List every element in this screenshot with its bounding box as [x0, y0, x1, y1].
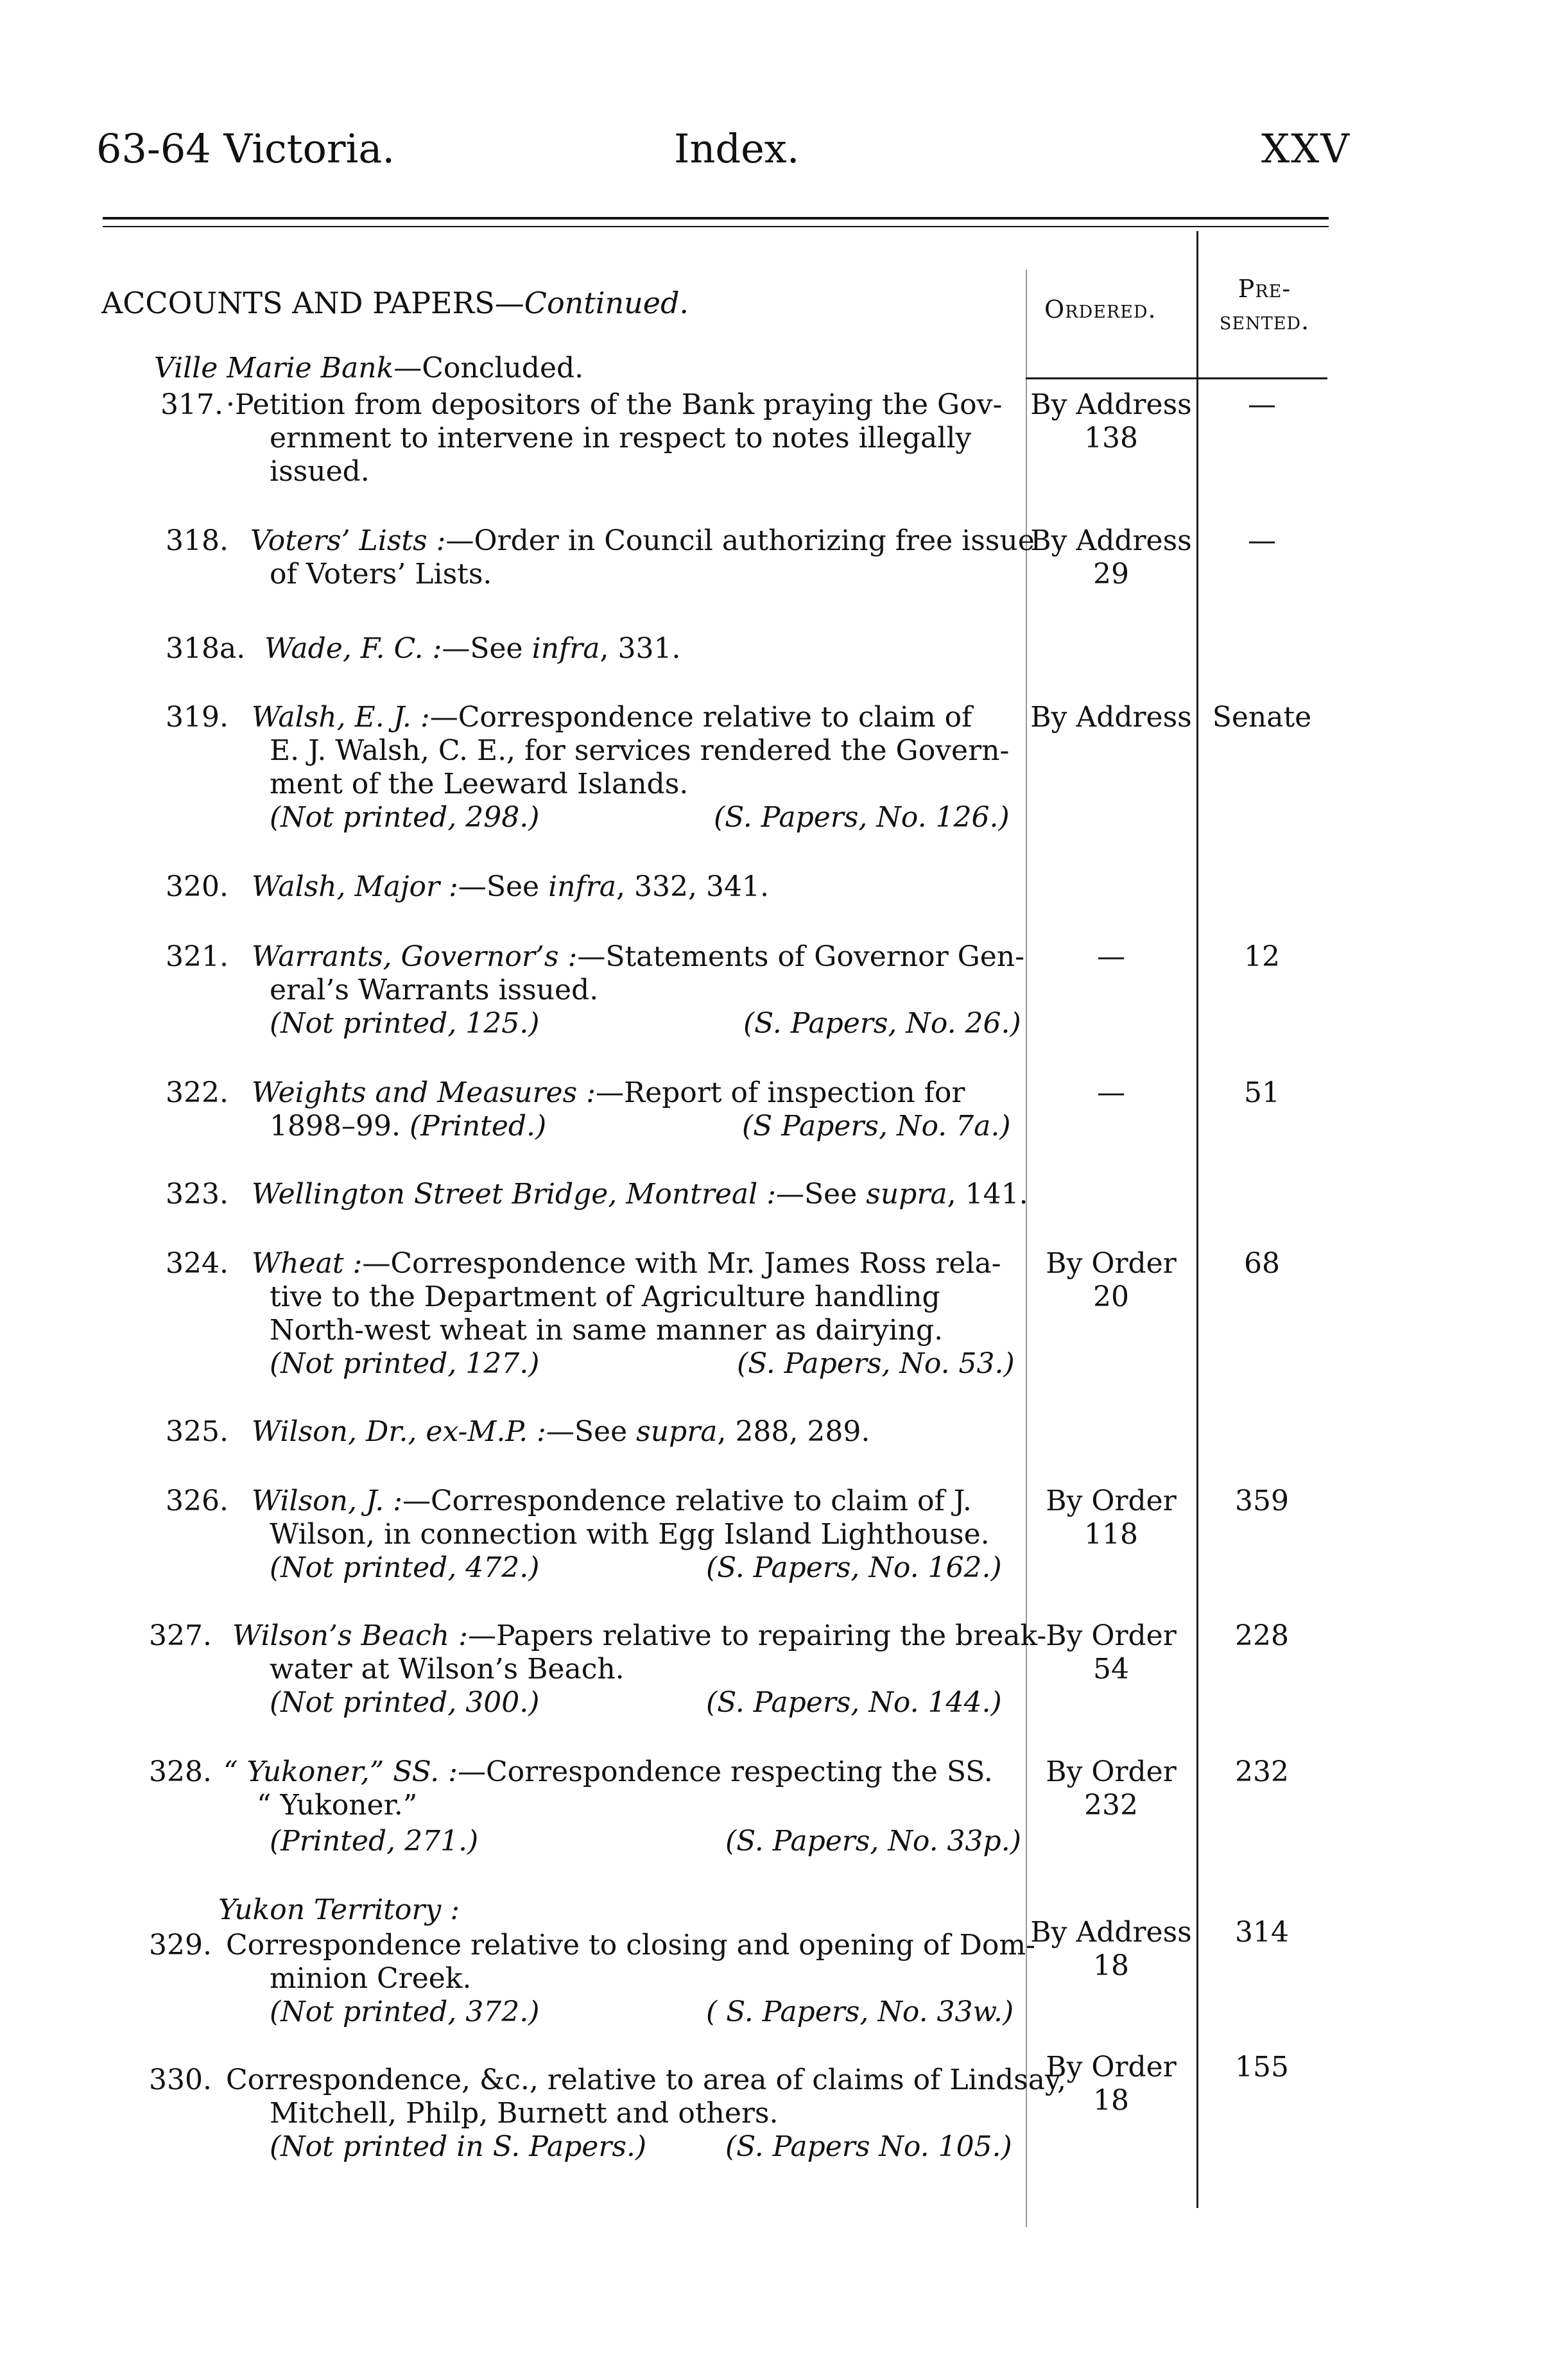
ordered-value: By Address	[1030, 388, 1192, 421]
header-index: Index.	[674, 125, 800, 172]
entry-note-printed: (Not printed, 125.)	[270, 1007, 540, 1040]
entry-line: North-west wheat in same manner as dairying.	[270, 1314, 944, 1347]
entry-note-printed: (Not printed in S. Papers.)	[270, 2130, 647, 2163]
presented-value: 155	[1235, 2051, 1289, 2083]
entry-note-papers: (S. Papers, No. 33p.)	[725, 1825, 1021, 1858]
presented-value: 12	[1244, 940, 1280, 973]
ordered-number: 54	[1093, 1653, 1129, 1686]
entry-line: “ Yukoner.”	[257, 1789, 418, 1822]
entry-note-papers: (S. Papers, No. 144.)	[706, 1686, 1002, 1719]
ordered-value: By Order	[1046, 1485, 1177, 1517]
presented-value: —	[1248, 524, 1276, 557]
entry-number: 318.	[166, 524, 229, 557]
presented-value: 232	[1235, 1755, 1289, 1788]
subhead-ville-marie: Ville Marie Bank—Concluded.	[154, 352, 584, 384]
entry-line: ·Petition from depositors of the Bank praying the Gov-	[226, 388, 1003, 421]
subhead-yukon: Yukon Territory :	[218, 1893, 460, 1926]
header-rule-bottom	[103, 226, 1329, 227]
entry-text: Wilson, Dr., ex-M.P. :—See supra, 288, 289.	[252, 1415, 870, 1448]
presented-value: Senate	[1212, 701, 1312, 734]
ordered-value: By Order	[1046, 2051, 1177, 2083]
entry-note-printed: (Not printed, 472.)	[270, 1551, 540, 1584]
entry-line: Correspondence relative to closing and opening of Dom-	[226, 1929, 1036, 1962]
ordered-value: By Order	[1046, 1619, 1177, 1652]
ordered-value: By Address	[1030, 701, 1192, 734]
entry-note-papers: (S. Papers, No. 126.)	[714, 801, 1010, 834]
entry-note-papers: ( S. Papers, No. 33w.)	[706, 1996, 1014, 2028]
entry-note-papers: (S. Papers No. 105.)	[725, 2130, 1012, 2163]
entry-note-printed: (Not printed, 372.)	[270, 1996, 540, 2028]
entry-number: 328.	[149, 1755, 212, 1788]
entry-number: 323.	[166, 1178, 229, 1211]
entry-number: 320.	[166, 870, 229, 903]
ordered-number: 29	[1093, 558, 1129, 591]
presented-value: 359	[1235, 1485, 1289, 1517]
entry-number: 329.	[149, 1929, 212, 1962]
header-rule-top	[103, 217, 1329, 220]
ordered-value: By Order	[1046, 1247, 1177, 1280]
presented-value: —	[1248, 388, 1276, 421]
entry-line: minion Creek.	[270, 1962, 472, 1995]
header-volume: 63-64 Victoria.	[96, 125, 395, 172]
entry-text: Wellington Street Bridge, Montreal :—See supra, 141.	[252, 1178, 1028, 1211]
presented-value: 51	[1244, 1076, 1280, 1109]
ordered-number: 18	[1093, 1949, 1129, 1982]
entry-note-papers: (S Papers, No. 7a.)	[742, 1110, 1011, 1143]
presented-value: 68	[1244, 1247, 1280, 1280]
entry-note-printed: (Printed, 271.)	[270, 1825, 479, 1858]
ordered-number: 138	[1084, 422, 1138, 454]
entry-note-papers: (S. Papers, No. 162.)	[706, 1551, 1002, 1584]
entry-text: Voters’ Lists :—Order in Council authorizing free issue	[250, 524, 1035, 557]
entry-line: ernment to intervene in respect to notes illegally	[270, 422, 972, 454]
ordered-number: 232	[1084, 1789, 1138, 1822]
column-head-rule	[1026, 377, 1327, 379]
entry-line: eral’s Warrants issued.	[270, 974, 599, 1006]
entry-number: 324.	[166, 1247, 229, 1280]
entry-note-papers: (S. Papers, No. 26.)	[743, 1007, 1021, 1040]
ordered-value: By Address	[1030, 1916, 1192, 1949]
entry-note-printed: (Not printed, 127.)	[270, 1347, 540, 1380]
entry-text: Walsh, Major :—See infra, 332, 341.	[252, 870, 769, 903]
entry-number: 326.	[166, 1485, 229, 1517]
entry-number: 317.	[160, 388, 223, 421]
entry-note-papers: (S. Papers, No. 53.)	[737, 1347, 1015, 1380]
entry-number: 327.	[149, 1619, 212, 1652]
entry-text: Warrants, Governor’s :—Statements of Governor Gen-	[252, 940, 1025, 973]
presented-value: 228	[1235, 1619, 1289, 1652]
entry-line: of Voters’ Lists.	[270, 558, 492, 591]
entry-number: 330.	[149, 2064, 212, 2096]
entry-number: 325.	[166, 1415, 229, 1448]
entry-text: Wheat :—Correspondence with Mr. James Ross rela-	[252, 1247, 1001, 1280]
column-head-presented-1: Pre-	[1238, 275, 1291, 303]
ordered-value: —	[1097, 1076, 1125, 1109]
entry-text: “ Yukoner,” SS. :—Correspondence respecting the SS.	[223, 1755, 993, 1788]
entry-line: ment of the Leeward Islands.	[270, 768, 689, 800]
entry-text: Wade, F. C. :—See infra, 331.	[264, 632, 681, 665]
ordered-number: 20	[1093, 1281, 1129, 1313]
entry-number: 319.	[166, 701, 229, 734]
ordered-value: —	[1097, 940, 1125, 973]
entry-line: water at Wilson’s Beach.	[270, 1653, 625, 1686]
entry-text: Wilson’s Beach :—Papers relative to repairing the break-	[232, 1619, 1047, 1652]
entry-note-printed: (Not printed, 300.)	[270, 1686, 540, 1719]
entry-number: 322.	[166, 1076, 229, 1109]
section-title: ACCOUNTS AND PAPERS—Continued.	[101, 286, 689, 320]
entry-number: 321.	[166, 940, 229, 973]
entry-line: tive to the Department of Agriculture handling	[270, 1281, 940, 1313]
column-head-ordered: Ordered.	[1044, 295, 1157, 323]
entry-number: 318a.	[166, 632, 246, 665]
entry-line: 1898–99. (Printed.)	[270, 1110, 547, 1143]
entry-line: Correspondence, &c., relative to area of claims of Lindsay,	[226, 2064, 1066, 2096]
entry-line: issued.	[270, 455, 370, 488]
entry-line: Mitchell, Philp, Burnett and others.	[270, 2097, 779, 2130]
ordered-value: By Order	[1046, 1755, 1177, 1788]
ordered-number: 18	[1093, 2084, 1129, 2117]
ordered-value: By Address	[1030, 524, 1192, 557]
entry-text: Walsh, E. J. :—Correspondence relative to claim of	[252, 701, 972, 734]
entry-text: Weights and Measures :—Report of inspection for	[252, 1076, 965, 1109]
ordered-number: 118	[1084, 1518, 1138, 1551]
entry-line: E. J. Walsh, C. E., for services rendered the Govern-	[270, 734, 1010, 767]
presented-value: 314	[1235, 1916, 1289, 1949]
entry-line: Wilson, in connection with Egg Island Lighthouse.	[270, 1518, 990, 1551]
entry-note-printed: (Not printed, 298.)	[270, 801, 540, 834]
entry-text: Wilson, J. :—Correspondence relative to claim of J.	[252, 1485, 972, 1517]
header-page-number: XXV	[1261, 125, 1351, 172]
column-head-presented-2: sented.	[1219, 307, 1310, 335]
